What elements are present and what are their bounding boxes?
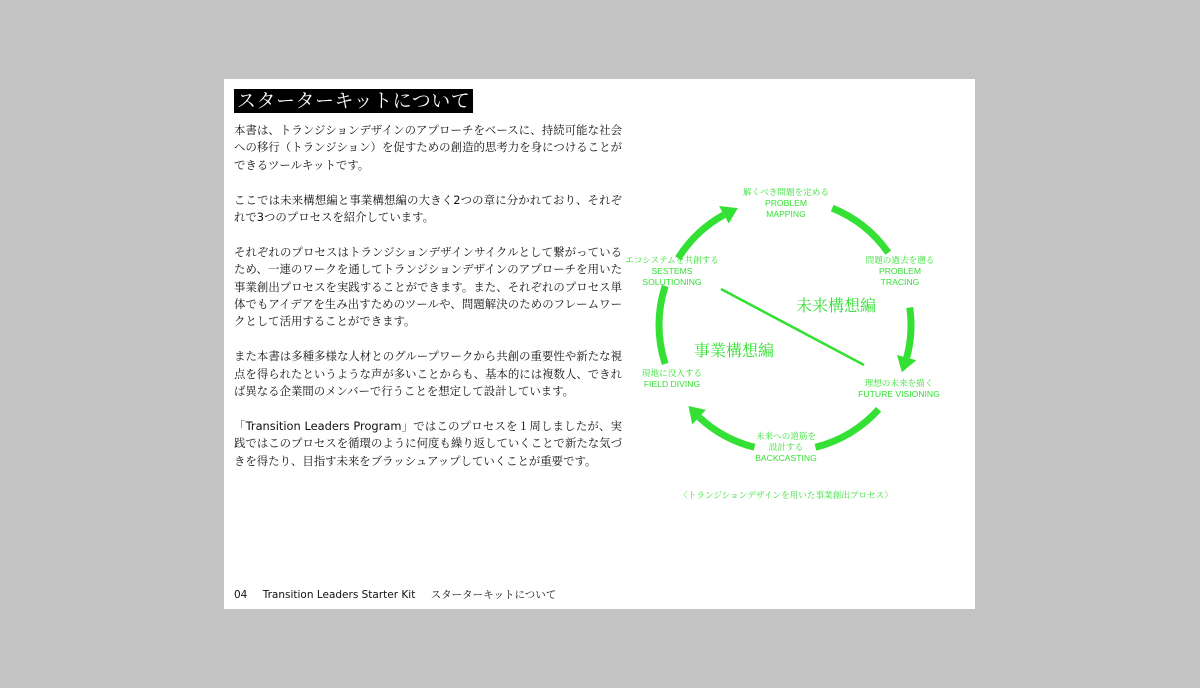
svg-text:未来への道筋を: 未来への道筋を xyxy=(755,431,817,441)
svg-text:SESTEMS: SESTEMS xyxy=(651,266,693,276)
step-problem-tracing xyxy=(866,254,935,287)
paragraph: 「Transition Leaders Program」ではこのプロセスを１周しましたが、実践ではこのプロセスを循環のように何度も繰り返していくことで新たな気づきを得たり、目指す未来をブラッシュアップしていくことが重要です。 xyxy=(234,418,622,468)
book-title: Transition Leaders Starter Kit xyxy=(262,589,416,601)
svg-text:現地に没入する: 現地に没入する xyxy=(641,368,703,378)
svg-text:PROBLEM: PROBLEM xyxy=(878,266,922,276)
step-backcasting xyxy=(755,430,817,463)
svg-text:TRACING: TRACING xyxy=(880,277,920,287)
future-concept-label: 未来構想編 xyxy=(796,296,877,315)
svg-text:解くべき問題を定める: 解くべき問題を定める xyxy=(743,187,829,197)
svg-text:エコシステムを共創する: エコシステムを共創する xyxy=(625,255,719,265)
section-title: スターターキットについて xyxy=(430,589,557,601)
svg-text:設計する: 設計する xyxy=(768,442,804,452)
diagram-caption: 〈トランジションデザインを用いた事業創出プロセス〉 xyxy=(679,490,893,500)
step-future-visioning xyxy=(858,377,940,399)
svg-text:FIELD DIVING: FIELD DIVING xyxy=(643,379,701,389)
paragraph: ここでは未来構想編と事業構想編の大きく2つの章に分かれており、それぞれで3つのプロセスを紹介しています。 xyxy=(234,192,622,225)
page-title: スターターキットについて xyxy=(234,89,473,113)
paragraph: 本書は、トランジションデザインのアプローチをベースに、持続可能な社会への移行（トランジション）を促すための創造的思考力を身につけることができるツールキットです。 xyxy=(234,123,622,172)
cycle-arc xyxy=(659,286,665,364)
svg-text:PROBLEM: PROBLEM xyxy=(764,198,808,208)
cycle-arc xyxy=(832,208,888,253)
paragraph: また本書は多種多様な人材とのグループワークから共創の重要性や新たな視点を得られたというような声が多いことからも、基本的には複数人、できれば異なる企業間のメンバーで行うことを想定して設計しています。 xyxy=(234,349,622,399)
svg-text:BACKCASTING: BACKCASTING xyxy=(755,453,817,463)
step-systems-solutioning xyxy=(625,254,719,287)
svg-text:MAPPING: MAPPING xyxy=(766,209,806,219)
svg-text:SOLUTIONING: SOLUTIONING xyxy=(642,277,702,287)
cycle-arc xyxy=(678,215,724,258)
svg-text:問題の過去を遡る: 問題の過去を遡る xyxy=(865,255,935,265)
step-field-diving xyxy=(642,367,702,389)
svg-text:理想の未来を描く: 理想の未来を描く xyxy=(864,378,934,388)
page-number: 04 xyxy=(234,589,248,601)
svg-text:FUTURE VISIONING: FUTURE VISIONING xyxy=(858,389,940,399)
paragraph: それぞれのプロセスはトランジションデザインサイクルとして繋がっているため、一連のワークを通してトランジションデザインのアプローチを用いた事業創出プロセスを実践することができます。また、それぞれのプロセス単体でもアイデアを生み出すためのツールや、問題解決のためのフレームワークとして活用することができます。 xyxy=(234,244,622,329)
business-concept-label: 事業構想編 xyxy=(694,341,775,360)
cycle-arc xyxy=(907,307,911,357)
page-footer xyxy=(234,587,568,602)
cycle-arc xyxy=(815,409,878,447)
step-problem-mapping xyxy=(743,186,829,219)
document-page xyxy=(224,79,975,609)
transition-design-cycle-diagram xyxy=(224,79,975,609)
cycle-arc xyxy=(699,417,754,447)
